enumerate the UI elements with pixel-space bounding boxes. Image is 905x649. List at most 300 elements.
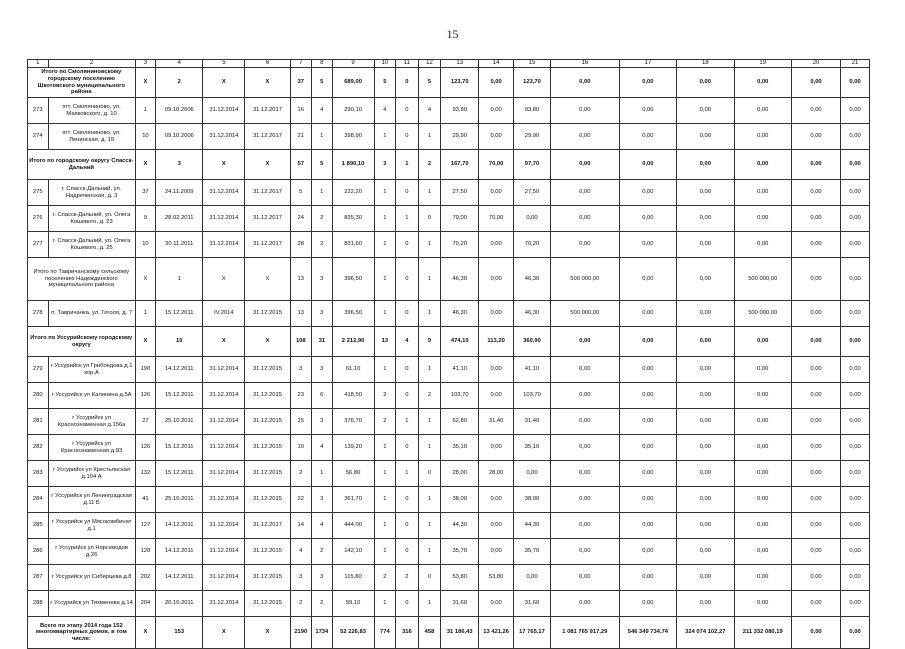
table-cell: 31.12.2015 <box>245 383 290 409</box>
table-cell: 0,00 <box>734 327 791 357</box>
table-cell: 324 074 102,27 <box>677 617 734 649</box>
table-row <box>28 409 870 435</box>
table-cell: 0,00 <box>619 409 676 435</box>
column-number: 5 <box>203 60 245 68</box>
table-cell: 31.12.2014 <box>203 487 245 513</box>
table-cell: 0,00 <box>619 232 676 258</box>
address-cell: г. Спасск-Дальний, ул. Надреченская, д. 3 <box>48 180 135 206</box>
table-cell: 3 <box>290 565 312 591</box>
table-cell: 0,00 <box>550 98 619 124</box>
table-cell: 0,00 <box>841 150 870 180</box>
table-cell: X <box>245 258 290 301</box>
table-cell: X <box>135 150 156 180</box>
table-cell: 0 <box>396 539 419 565</box>
table-cell: 286 <box>28 539 49 565</box>
table-cell: 0,00 <box>841 98 870 124</box>
table-cell: 0,00 <box>734 68 791 98</box>
table-cell: 0,00 <box>479 513 514 539</box>
table-cell: 0,00 <box>550 180 619 206</box>
table-cell: 1 <box>418 357 441 383</box>
table-cell: 396,50 <box>332 258 374 301</box>
table-cell: 31.12.2014 <box>203 357 245 383</box>
register-table-body <box>28 60 870 649</box>
address-cell: п. Тавричанка, ул. Гоголя, д. 7 <box>48 301 135 327</box>
table-cell: 0 <box>396 383 419 409</box>
table-cell: 4 <box>312 435 333 461</box>
address-cell: г. Спасск-Дальний, ул. Олега Кошевого, д. 23 <box>48 206 135 232</box>
total-label-cell: Итого по Смоляниновскому городскому поселению Шкотовского муниципального района <box>28 68 136 98</box>
table-cell: 35,70 <box>441 539 479 565</box>
table-cell: 376,70 <box>332 409 374 435</box>
table-cell: 0,00 <box>479 232 514 258</box>
register-table <box>27 59 870 649</box>
table-cell: 31 <box>312 327 333 357</box>
table-cell: 44,30 <box>514 513 551 539</box>
table-cell: 2 <box>312 232 333 258</box>
address-cell: г Уссурийск ул Краснознаменная д.156а <box>48 409 135 435</box>
table-cell: 31.12.2014 <box>203 565 245 591</box>
address-cell: г Уссурийск ул Калинина д.5А <box>48 383 135 409</box>
table-cell: 0,00 <box>619 565 676 591</box>
table-cell: 0 <box>396 98 419 124</box>
table-cell: X <box>135 258 156 301</box>
table-cell: 1 <box>374 258 396 301</box>
address-cell: пгт. Смоляниново, ул. Маяковского, д. 10 <box>48 98 135 124</box>
table-cell: 38,00 <box>514 487 551 513</box>
table-cell: 0,00 <box>479 301 514 327</box>
column-number: 1 <box>28 60 49 68</box>
table-cell: 6 <box>312 383 333 409</box>
table-cell: 57 <box>290 150 312 180</box>
table-cell: 3 <box>312 301 333 327</box>
table-cell: 09.10.2006 <box>156 124 203 150</box>
table-cell: 0,00 <box>619 461 676 487</box>
table-cell: 0,00 <box>550 435 619 461</box>
table-cell: 418,50 <box>332 383 374 409</box>
table-cell: 0,00 <box>841 565 870 591</box>
table-cell: 9 <box>135 206 156 232</box>
table-cell: 53,80 <box>441 565 479 591</box>
table-cell: 2 <box>290 461 312 487</box>
table-cell: 3 <box>312 357 333 383</box>
table-cell: 0 <box>396 591 419 617</box>
table-cell: 0,00 <box>841 591 870 617</box>
table-cell: 1 <box>135 301 156 327</box>
table-cell: 113,20 <box>479 327 514 357</box>
table-cell: 13 <box>374 327 396 357</box>
table-cell: 103,70 <box>514 383 551 409</box>
table-cell: 0,00 <box>619 327 676 357</box>
table-cell: 0,00 <box>677 98 734 124</box>
table-row <box>28 98 870 124</box>
table-cell: 0 <box>396 435 419 461</box>
table-cell: 1 <box>374 124 396 150</box>
table-cell: 0,00 <box>479 98 514 124</box>
table-cell: 0,00 <box>791 409 840 435</box>
table-cell: 0 <box>396 258 419 301</box>
table-cell: 5 <box>374 68 396 98</box>
table-cell: 31,60 <box>514 591 551 617</box>
table-cell: 108 <box>290 327 312 357</box>
table-cell: 1 <box>418 539 441 565</box>
table-cell: 0,00 <box>677 383 734 409</box>
table-cell: 10 <box>135 124 156 150</box>
column-number: 17 <box>619 60 676 68</box>
table-cell: 0,00 <box>734 539 791 565</box>
table-cell: 0,00 <box>791 150 840 180</box>
table-cell: 2 <box>290 591 312 617</box>
table-cell: 2 <box>374 383 396 409</box>
table-row <box>28 539 870 565</box>
table-cell: 0,00 <box>619 258 676 301</box>
table-cell: 31,60 <box>441 591 479 617</box>
table-cell: 0,00 <box>841 487 870 513</box>
table-cell: 31.12.2014 <box>203 513 245 539</box>
table-row <box>28 301 870 327</box>
table-cell: 31.12.2014 <box>203 232 245 258</box>
table-cell: 1 <box>396 206 419 232</box>
total-label-cell: Итого по Уссурийскому городскому округу <box>28 327 136 357</box>
column-number: 13 <box>441 60 479 68</box>
table-cell: 281 <box>28 409 49 435</box>
table-cell: 0,00 <box>841 232 870 258</box>
table-cell: 4 <box>312 98 333 124</box>
table-cell: 0,00 <box>841 206 870 232</box>
table-cell: 15.12.2011 <box>156 301 203 327</box>
table-cell: 290,10 <box>332 98 374 124</box>
table-cell: 1 <box>374 301 396 327</box>
table-cell: 2 <box>418 150 441 180</box>
table-cell: 139,20 <box>332 435 374 461</box>
table-cell: 0 <box>396 68 419 98</box>
table-cell: 46,30 <box>441 301 479 327</box>
table-cell: 31.12.2014 <box>203 409 245 435</box>
table-cell: 0,00 <box>619 124 676 150</box>
table-cell: 0 <box>396 487 419 513</box>
table-cell: 31.12.2014 <box>203 591 245 617</box>
table-cell: 273 <box>28 98 49 124</box>
table-cell: 123,70 <box>441 68 479 98</box>
table-cell: 0,00 <box>677 124 734 150</box>
table-cell: 93,80 <box>514 98 551 124</box>
table-cell: 9 <box>418 327 441 357</box>
table-cell: 2 212,90 <box>332 327 374 357</box>
table-cell: 0,00 <box>841 301 870 327</box>
table-cell: 0 <box>396 124 419 150</box>
table-cell: 222,20 <box>332 180 374 206</box>
table-cell: 09.10.2006 <box>156 98 203 124</box>
table-cell: 0,00 <box>619 591 676 617</box>
table-cell: 0,00 <box>734 206 791 232</box>
table-cell: 1 <box>418 513 441 539</box>
table-cell: 0,00 <box>479 591 514 617</box>
table-cell: 30.11.2011 <box>156 232 203 258</box>
table-cell: 1734 <box>312 617 333 649</box>
address-cell: г Уссурийск ул Крестьянская д.104 А <box>48 461 135 487</box>
table-cell: 31.12.2015 <box>245 461 290 487</box>
table-cell: X <box>135 327 156 357</box>
table-cell: 0,00 <box>677 357 734 383</box>
table-cell: 126 <box>135 383 156 409</box>
table-cell: 37 <box>290 68 312 98</box>
table-cell: 22 <box>290 487 312 513</box>
table-cell: X <box>203 150 245 180</box>
table-cell: 35,10 <box>441 435 479 461</box>
table-cell: 1 <box>374 591 396 617</box>
table-cell: 2 <box>312 539 333 565</box>
table-cell: 1 <box>396 409 419 435</box>
table-cell: 13 <box>290 258 312 301</box>
table-cell: 13 421,26 <box>479 617 514 649</box>
table-cell: 31.12.2014 <box>203 180 245 206</box>
table-cell: 1 <box>374 180 396 206</box>
table-row <box>28 591 870 617</box>
table-cell: 0,00 <box>791 68 840 98</box>
table-cell: 0,00 <box>514 565 551 591</box>
table-cell: 1 <box>396 461 419 487</box>
table-cell: 0,00 <box>791 383 840 409</box>
table-cell: 0,00 <box>677 539 734 565</box>
table-cell: 31.12.2015 <box>245 301 290 327</box>
table-cell: 1 <box>374 513 396 539</box>
table-cell: 24.11.2009 <box>156 180 203 206</box>
column-number: 12 <box>418 60 441 68</box>
table-cell: 0,00 <box>734 461 791 487</box>
table-cell: IV.2014 <box>203 301 245 327</box>
table-cell: 0,00 <box>841 327 870 357</box>
column-number-row <box>28 60 870 68</box>
address-cell: г Уссурийск ул Краснознаменная д.93 <box>48 435 135 461</box>
table-row <box>28 565 870 591</box>
table-cell: 28,00 <box>441 461 479 487</box>
table-cell: 31,40 <box>479 409 514 435</box>
table-cell: 3 <box>156 150 203 180</box>
table-cell: 0,00 <box>734 180 791 206</box>
column-number: 18 <box>677 60 734 68</box>
table-cell: 27,50 <box>441 180 479 206</box>
address-cell: пгт. Смоляниново, ул. Ленинская, д. 19 <box>48 124 135 150</box>
table-cell: 97,70 <box>514 150 551 180</box>
table-cell: 0,00 <box>734 232 791 258</box>
table-cell: 1 <box>135 98 156 124</box>
table-cell: 0,00 <box>550 327 619 357</box>
table-cell: 0,00 <box>841 617 870 649</box>
table-cell: 31.12.2017 <box>245 124 290 150</box>
table-cell: 0,00 <box>791 435 840 461</box>
address-cell: г Уссурийск ул Сибирцева д.8 <box>48 565 135 591</box>
table-cell: 14.12.2011 <box>156 539 203 565</box>
table-cell: 31.12.2017 <box>245 180 290 206</box>
table-cell: 474,10 <box>441 327 479 357</box>
table-cell: 0,00 <box>841 461 870 487</box>
table-cell: 3 <box>312 565 333 591</box>
table-cell: 31.12.2015 <box>245 357 290 383</box>
column-number: 21 <box>841 60 870 68</box>
table-cell: 0,00 <box>550 357 619 383</box>
table-cell: 0,00 <box>734 124 791 150</box>
table-cell: 0,00 <box>619 513 676 539</box>
table-cell: 0,00 <box>677 258 734 301</box>
table-cell: 70,00 <box>479 206 514 232</box>
table-cell: X <box>203 68 245 98</box>
table-cell: 316 <box>396 617 419 649</box>
table-cell: 1 081 765 917,29 <box>550 617 619 649</box>
table-cell: 0,00 <box>677 513 734 539</box>
column-number: 4 <box>156 60 203 68</box>
table-cell: 35,70 <box>514 539 551 565</box>
table-cell: 123,70 <box>514 68 551 98</box>
table-cell: 31.12.2014 <box>203 98 245 124</box>
table-cell: 0,00 <box>619 487 676 513</box>
table-cell: 0,00 <box>734 98 791 124</box>
table-cell: 0,00 <box>550 487 619 513</box>
table-cell: 20.10.2011 <box>156 591 203 617</box>
table-cell: 0,00 <box>791 565 840 591</box>
column-number: 3 <box>135 60 156 68</box>
table-cell: 0,00 <box>841 68 870 98</box>
address-cell: г Уссурийск ул Мясокомбинат д.1 <box>48 513 135 539</box>
table-cell: 0,00 <box>791 617 840 649</box>
table-cell: 3 <box>290 357 312 383</box>
table-cell: 25.10.2011 <box>156 409 203 435</box>
table-cell: 0 <box>418 565 441 591</box>
table-cell: 1 <box>418 487 441 513</box>
table-cell: 2 <box>312 591 333 617</box>
table-cell: 62,80 <box>441 409 479 435</box>
table-cell: 280 <box>28 383 49 409</box>
table-cell: 0,00 <box>550 513 619 539</box>
table-cell: 14.12.2011 <box>156 513 203 539</box>
table-cell: 1 <box>374 232 396 258</box>
table-cell: 361,70 <box>332 487 374 513</box>
table-cell: 70,20 <box>441 232 479 258</box>
table-cell: 835,30 <box>332 206 374 232</box>
table-cell: 31.12.2014 <box>203 539 245 565</box>
column-number: 10 <box>374 60 396 68</box>
table-cell: 287 <box>28 565 49 591</box>
total-row <box>28 68 870 98</box>
table-row <box>28 487 870 513</box>
table-cell: 0,00 <box>841 409 870 435</box>
table-cell: 2 <box>374 565 396 591</box>
table-cell: 31.12.2017 <box>245 232 290 258</box>
table-cell: 0 <box>396 301 419 327</box>
table-cell: 1 <box>396 150 419 180</box>
table-cell: 190 <box>135 357 156 383</box>
table-cell: 0,00 <box>514 461 551 487</box>
table-cell: 0,00 <box>734 150 791 180</box>
table-cell: 0,00 <box>734 357 791 383</box>
table-cell: 1 <box>156 258 203 301</box>
table-cell: 52 226,83 <box>332 617 374 649</box>
column-number: 7 <box>290 60 312 68</box>
table-cell: 31.12.2014 <box>203 461 245 487</box>
address-cell: г. Спасск-Дальний, ул. Олега Кошевого, д. 25 <box>48 232 135 258</box>
table-cell: 31,40 <box>514 409 551 435</box>
table-cell: 0,00 <box>677 461 734 487</box>
table-cell: 0,00 <box>841 539 870 565</box>
table-cell: 0 <box>396 232 419 258</box>
table-cell: 0 <box>396 357 419 383</box>
table-cell: 2190 <box>290 617 312 649</box>
table-cell: 0,00 <box>479 68 514 98</box>
table-cell: 27 <box>135 409 156 435</box>
table-cell: 31.12.2015 <box>245 565 290 591</box>
page-number: 15 <box>446 27 459 41</box>
column-number: 16 <box>550 60 619 68</box>
table-cell: 29,90 <box>441 124 479 150</box>
table-cell: 16 <box>290 98 312 124</box>
table-cell: 10 <box>290 435 312 461</box>
table-cell: 0,00 <box>791 513 840 539</box>
table-cell: 284 <box>28 487 49 513</box>
table-cell: X <box>135 68 156 98</box>
table-cell: 500 000,00 <box>734 258 791 301</box>
table-cell: 0,00 <box>791 539 840 565</box>
table-cell: 0,00 <box>841 258 870 301</box>
table-cell: 0 <box>418 461 441 487</box>
table-cell: 44,30 <box>441 513 479 539</box>
table-cell: 0,00 <box>479 539 514 565</box>
table-cell: 3 <box>312 487 333 513</box>
table-cell: 31.12.2014 <box>203 206 245 232</box>
table-cell: 28.02.2011 <box>156 206 203 232</box>
total-label-cell: Всего по этапу 2014 года 152 многоквартирных домов, в том числе: <box>28 617 136 649</box>
table-cell: 29,90 <box>514 124 551 150</box>
table-cell: 0,00 <box>677 565 734 591</box>
column-number: 6 <box>245 60 290 68</box>
table-cell: 0,00 <box>677 301 734 327</box>
table-cell: 2 <box>374 409 396 435</box>
table-cell: 5 <box>418 68 441 98</box>
table-cell: 0,00 <box>479 487 514 513</box>
table-cell: 458 <box>418 617 441 649</box>
table-cell: 275 <box>28 180 49 206</box>
table-cell: X <box>135 617 156 649</box>
table-cell: 4 <box>374 98 396 124</box>
table-cell: 10 <box>135 232 156 258</box>
table-cell: 0,00 <box>734 435 791 461</box>
table-cell: 0,00 <box>550 150 619 180</box>
table-cell: 132 <box>135 461 156 487</box>
table-row <box>28 461 870 487</box>
table-cell: 0,00 <box>619 383 676 409</box>
table-cell: 70,00 <box>479 150 514 180</box>
table-cell: 288 <box>28 591 49 617</box>
table-cell: 31.12.2015 <box>245 591 290 617</box>
table-cell: 274 <box>28 124 49 150</box>
table-cell: 831,60 <box>332 232 374 258</box>
table-cell: 0,00 <box>841 383 870 409</box>
table-cell: 0,00 <box>734 383 791 409</box>
table-cell: 0,00 <box>619 435 676 461</box>
column-number: 9 <box>332 60 374 68</box>
table-cell: 56,80 <box>332 461 374 487</box>
address-cell: г Уссурийск ул Норсеводов д.26 <box>48 539 135 565</box>
table-cell: 0,00 <box>619 357 676 383</box>
table-cell: X <box>245 327 290 357</box>
table-cell: 396,50 <box>332 301 374 327</box>
table-cell: 0,00 <box>841 124 870 150</box>
total-label-cell: Итого по Тавричанскому сельскому поселению Надеждинского муниципального района <box>28 258 136 301</box>
table-cell: 31.12.2015 <box>245 409 290 435</box>
table-cell: 0,00 <box>677 206 734 232</box>
total-row <box>28 150 870 180</box>
table-cell: 1 <box>312 461 333 487</box>
table-cell: 398,90 <box>332 124 374 150</box>
table-cell: 5 <box>290 180 312 206</box>
table-cell: 0,00 <box>677 150 734 180</box>
